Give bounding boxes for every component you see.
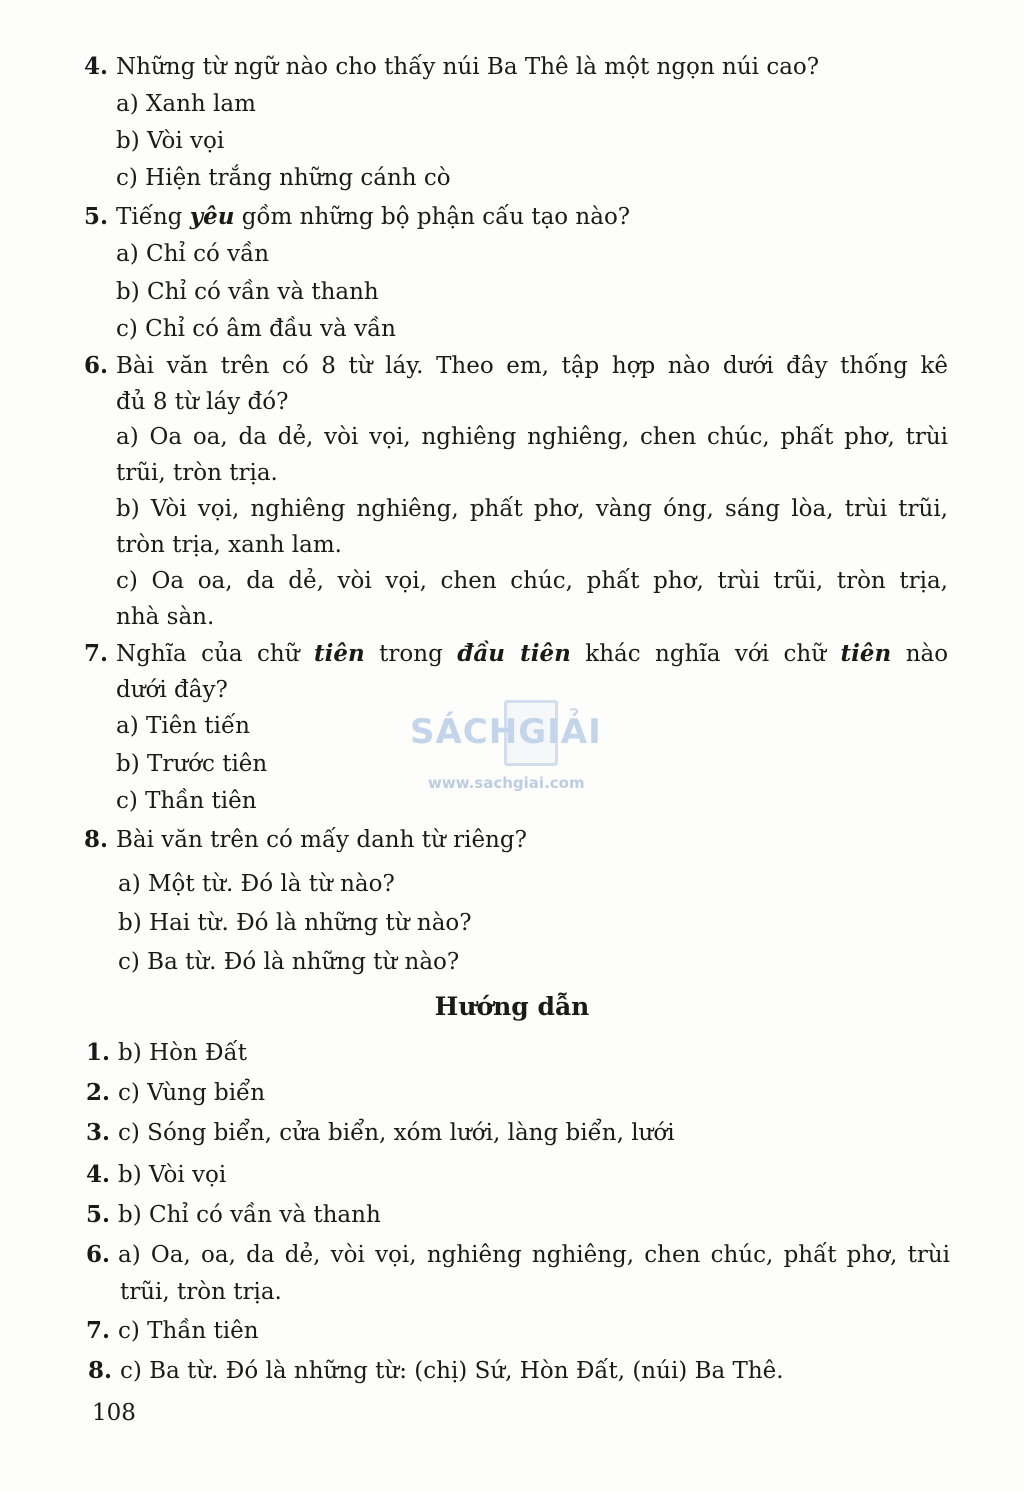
option-8c: c) Ba từ. Đó là những từ nào?	[118, 949, 460, 975]
option-6b-cont: tròn trịa, xanh lam.	[116, 532, 342, 558]
question-8	[84, 825, 527, 855]
question-text: trong	[379, 641, 443, 667]
question-number: 8.	[84, 826, 109, 853]
question-4	[84, 52, 819, 82]
option-6c: c) Oa oa, da dẻ, vòi vọi, chen chúc, phất phơ, trùi trũi, tròn trịa,	[116, 568, 948, 594]
option-8b: b) Hai từ. Đó là những từ nào?	[118, 910, 472, 936]
question-number: 4.	[84, 53, 109, 80]
answer-text: b) Hòn Đất	[118, 1040, 247, 1066]
answer-5	[86, 1200, 381, 1230]
question-text: Nghĩa của chữ	[116, 641, 300, 667]
question-text: Bài văn trên có mấy danh từ riêng?	[116, 827, 527, 853]
question-text: Những từ ngữ nào cho thấy núi Ba Thê là một ngọn núi cao?	[116, 54, 820, 80]
question-text: khác nghĩa với chữ	[585, 641, 827, 667]
answer-text: c) Vùng biển	[118, 1080, 266, 1106]
watermark-url: www.sachgiai.com	[428, 774, 585, 792]
answer-text: c) Thần tiên	[118, 1318, 259, 1344]
option-7a: a) Tiên tiến	[116, 713, 250, 739]
watermark-logo-text: SÁCHGIẢI	[410, 712, 602, 752]
emphasized-word: tiên	[840, 640, 892, 667]
question-text: Bài văn trên có 8 từ láy. Theo em, tập hợp nào dưới đây thống kê	[116, 353, 948, 379]
option-5c: c) Chỉ có âm đầu và vần	[116, 316, 396, 342]
option-4a: a) Xanh lam	[116, 91, 256, 117]
question-7	[84, 639, 948, 669]
answer-1	[86, 1038, 247, 1068]
answer-6	[86, 1240, 950, 1270]
question-number: 7.	[84, 640, 109, 667]
answer-number: 3.	[86, 1119, 111, 1146]
answer-text: a) Oa, oa, da dẻ, vòi vọi, nghiêng nghiêng, chen chúc, phất phơ, trùi	[118, 1242, 950, 1268]
question-text: nào	[905, 641, 949, 667]
page-number: 108	[92, 1400, 136, 1426]
option-6c-cont: nhà sàn.	[116, 604, 215, 630]
question-6	[84, 351, 948, 381]
answer-number: 4.	[86, 1161, 111, 1188]
emphasized-word: tiên	[314, 640, 365, 667]
answer-number: 7.	[86, 1317, 111, 1344]
watermark-logo	[410, 700, 620, 800]
question-number: 5.	[84, 203, 109, 230]
emphasized-word: yêu	[189, 203, 235, 230]
answer-6-cont: trũi, tròn trịa.	[120, 1279, 282, 1305]
answer-text: c) Sóng biển, cửa biển, xóm lưới, làng biển, lưới	[118, 1120, 675, 1146]
guide-heading: Hướng dẫn	[434, 992, 590, 1021]
option-6a-cont: trũi, tròn trịa.	[116, 460, 278, 486]
answer-number: 1.	[86, 1039, 111, 1066]
option-7b: b) Trước tiên	[116, 751, 268, 777]
answer-7	[86, 1316, 259, 1346]
question-6-line2: đủ 8 từ láy đó?	[116, 389, 289, 415]
answer-text: b) Vòi vọi	[118, 1162, 227, 1188]
option-5b: b) Chỉ có vần và thanh	[116, 279, 379, 305]
option-4c: c) Hiện trắng những cánh cò	[116, 165, 451, 191]
question-number: 6.	[84, 352, 109, 379]
answer-2	[86, 1078, 265, 1108]
answer-number: 2.	[86, 1079, 111, 1106]
answer-number: 6.	[86, 1241, 111, 1268]
option-6b: b) Vòi vọi, nghiêng nghiêng, phất phơ, vàng óng, sáng lòa, trùi trũi,	[116, 496, 948, 522]
option-6a: a) Oa oa, da dẻ, vòi vọi, nghiêng nghiêng, chen chúc, phất phơ, trùi	[116, 424, 948, 450]
option-8a: a) Một từ. Đó là từ nào?	[118, 871, 395, 897]
question-7-line2: dưới đây?	[116, 677, 228, 703]
question-text: Tiếng	[116, 204, 183, 230]
question-text: gồm những bộ phận cấu tạo nào?	[241, 204, 631, 230]
question-5	[84, 202, 630, 232]
answer-number: 5.	[86, 1201, 111, 1228]
answer-8	[88, 1356, 784, 1386]
answer-text: c) Ba từ. Đó là những từ: (chị) Sứ, Hòn Đất, (núi) Ba Thê.	[120, 1358, 784, 1384]
emphasized-word: đầu tiên	[457, 640, 571, 667]
answer-4	[86, 1160, 226, 1190]
answer-number: 8.	[88, 1357, 113, 1384]
answer-text: b) Chỉ có vần và thanh	[118, 1202, 381, 1228]
option-7c: c) Thần tiên	[116, 788, 257, 814]
answer-3	[86, 1118, 675, 1148]
option-5a: a) Chỉ có vần	[116, 241, 270, 267]
option-4b: b) Vòi vọi	[116, 128, 225, 154]
